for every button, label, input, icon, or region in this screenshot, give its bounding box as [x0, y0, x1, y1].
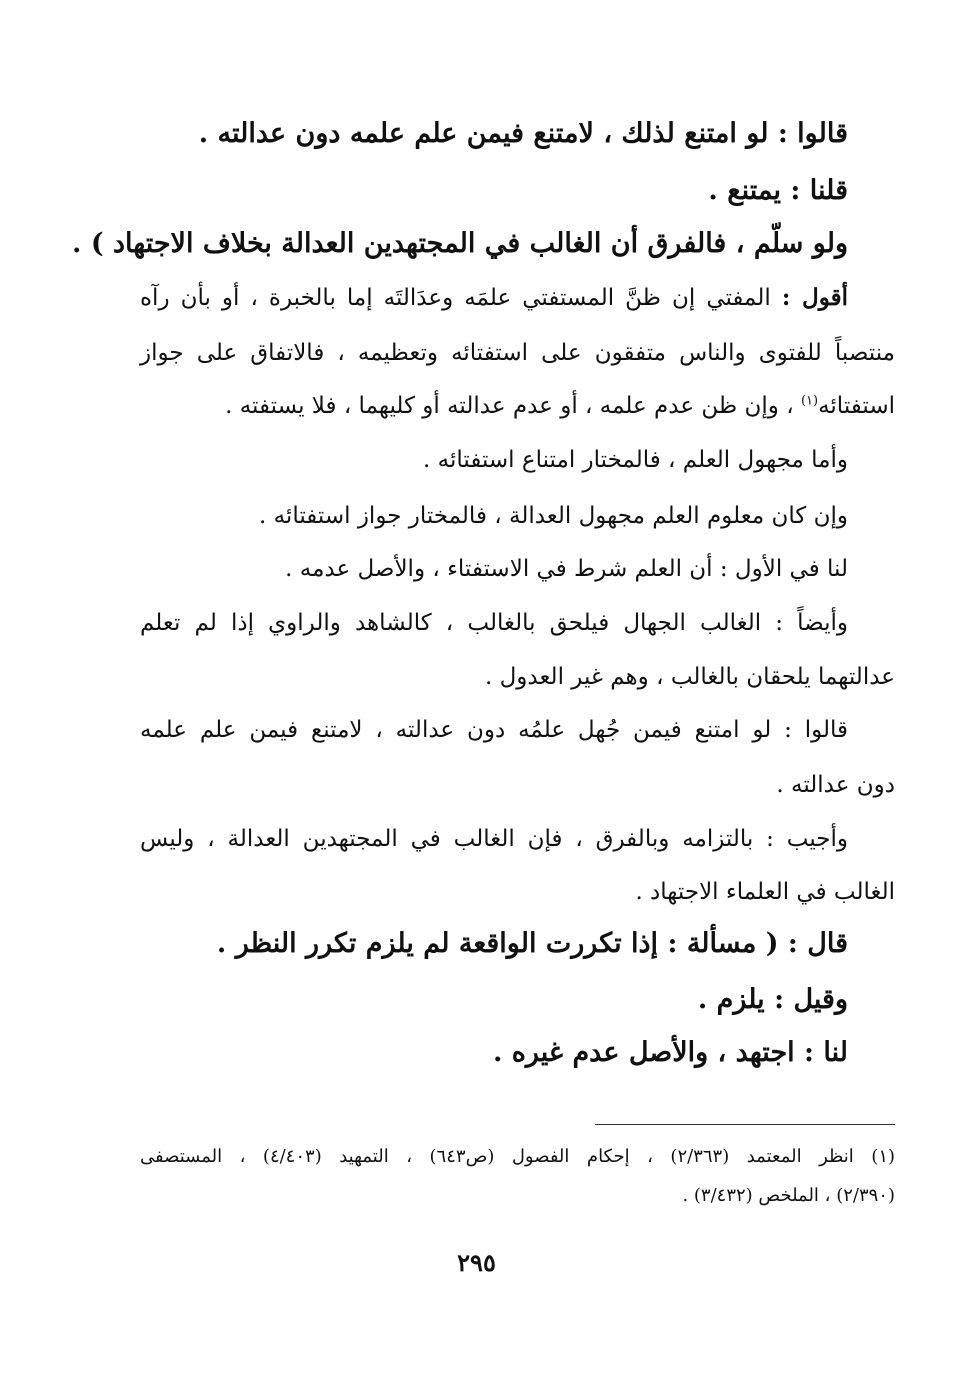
text-line-7: وأما مجهول العلم ، فالمختار امتناع استفتائه .	[423, 447, 848, 473]
text-line-5: منتصباً للفتوى والناس متفقون على استفتائه وتعظيمه ، فالاتفاق على جواز	[140, 340, 895, 366]
text-line-6-content: ، وإن ظن عدم علمه ، أو عدم عدالته أو كليهما ، فلا يستفته .	[225, 393, 794, 419]
text-line-8: وإن كان معلوم العلم مجهول العدالة ، فالمختار جواز استفتائه .	[258, 503, 848, 529]
text-line-14: وأجيب : بالتزامه وبالفرق ، فإن الغالب في المجتهدين العدالة ، وليس	[140, 826, 848, 852]
text-line-16: قال : ( مسألة : إذا تكررت الواقعة لم يلزم تكرر النظر .	[216, 928, 848, 959]
footnote-line-1: (١) انظر المعتمد (٢/٣٦٣) ، إحكام الفصول (ص٦٤٣) ، التمهيد (٤/٤٠٣) ، المستصفى	[140, 1146, 896, 1167]
text-line-9: لنا في الأول : أن العلم شرط في الاستفتاء ، والأصل عدمه .	[285, 556, 848, 582]
text-line-1: قالوا : لو امتنع لذلك ، لامتنع فيمن علم علمه دون عدالته .	[198, 118, 848, 149]
text-line-4-content: المفتي إن ظنَّ المستفتي علمَه وعدَالتَه إما بالخبرة ، أو بأن رآه	[140, 285, 771, 311]
page-number: ٢٩٥	[457, 1248, 496, 1277]
text-line-6-word: استفتائه	[818, 393, 895, 419]
text-line-6	[140, 393, 895, 419]
text-line-15: الغالب في العلماء الاجتهاد .	[635, 879, 895, 905]
text-line-17: وقيل : يلزم .	[697, 984, 848, 1015]
text-line-12: قالوا : لو امتنع فيمن جُهل علمُه دون عدالته ، لامتنع فيمن علم علمه	[140, 717, 848, 743]
text-line-13: دون عدالته .	[776, 772, 895, 798]
text-line-4	[140, 284, 848, 311]
footnote-line-2: (٢/٣٩٠) ، الملخص (٣/٤٣٢) .	[682, 1185, 895, 1206]
aqulu-label: أقول :	[781, 284, 849, 311]
text-line-18: لنا : اجتهد ، والأصل عدم غيره .	[492, 1037, 848, 1068]
footnote-divider	[595, 1124, 895, 1125]
text-line-3: ولو سلّم ، فالفرق أن الغالب في المجتهدين العدالة بخلاف الاجتهاد ) .	[72, 228, 848, 259]
footnote-marker: (١)	[800, 393, 819, 409]
text-line-10: وأيضاً : الغالب الجهال فيلحق بالغالب ، كالشاهد والراوي إذا لم تعلم	[140, 610, 848, 636]
text-line-2: قلنا : يمتنع .	[708, 175, 848, 206]
text-line-11: عدالتهما يلحقان بالغالب ، وهم غير العدول .	[484, 664, 895, 690]
